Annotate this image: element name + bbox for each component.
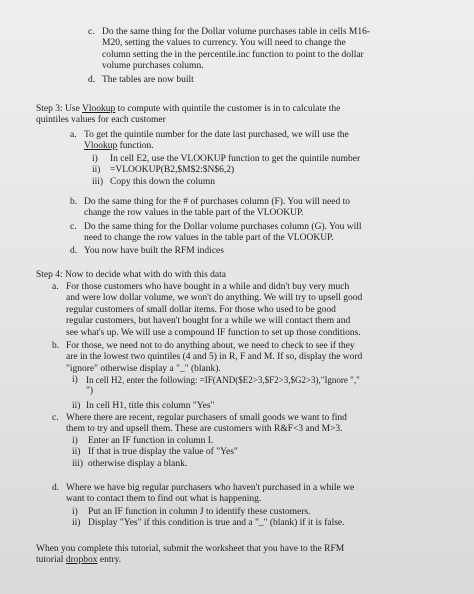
step4-item-a: a. For those customers who have bought in a while and didn't buy very much and were low dollar volume, we won't do anything. We will try to upsell good regular customers of small dollar items. For those who used to be good regular customers, but haven't bought for a while we will contact them and see what's up. We will use a compound IF function to set up those conditions. xyxy=(52,282,466,339)
step3-item-c: c. Do the same thing for the Dollar volume purchases column (G). You will need to change the row values in the table part of the VLOOKUP. xyxy=(70,222,466,245)
text-line: are in the lowest two quintiles (4 and 5) in R, F and M. If so, display the word xyxy=(66,352,363,363)
text-line: Where there are recent, regular purchasers of small goods we want to find xyxy=(66,413,347,423)
text-line: The tables are now built xyxy=(102,75,194,85)
step4-item-c: c. Where there are recent, regular purchasers of small goods we want to find them to try and upsell them. These are customers with R&F<3 and M>3. xyxy=(52,413,466,436)
intro-item-d xyxy=(88,75,466,86)
text-line: Do the same thing for the # of purchases column (F). You will need to xyxy=(84,197,350,207)
step4-item-b: b. For those, we need not to do anything about, we need to check to see if they are in the lowest two quintiles (4 and 5) in R, F and M. If so, display the word "ignore" otherwise display a "_" (blank). xyxy=(52,341,466,375)
text-line: see what's up. We will use a compound IF function to set up those conditions. xyxy=(66,327,361,338)
step3-item-d: d. You now have built the RFM indices xyxy=(70,246,224,256)
text-line: M20, setting the values to currency. You will need to change the xyxy=(102,38,346,49)
text-line: For those customers who have bought in a while and didn't buy very much xyxy=(66,282,350,292)
sub-item: i) In cell E2, use the VLOOKUP function to get the quintile number xyxy=(92,154,361,164)
sub-item: ii) If that is true display the value of "Yes" xyxy=(72,447,238,458)
text-line: want to contact them to find out what is happening. xyxy=(66,494,262,505)
step4-d-subitems xyxy=(72,507,466,530)
text-line: regular customers of small dollar items. For those who used to be good xyxy=(66,304,336,315)
vlookup-link: Vlookup xyxy=(84,141,118,152)
list-marker: a. xyxy=(70,130,77,140)
text-line: need to change the row values in the table part of the VLOOKUP. xyxy=(84,233,334,244)
step3-heading-line2: quintiles values for each customer xyxy=(36,115,166,126)
text-line: change the row values in the table part of the VLOOKUP. xyxy=(84,208,304,219)
sub-item: i) In cell H2, enter the following: =IF(AND($E2>3,$F2>3,$G2>3),"Ignore "," xyxy=(72,375,360,385)
sub-item: ") xyxy=(86,386,94,397)
text-line: Where we have big regular purchasers who haven't purchased in a while we xyxy=(66,483,355,493)
vlookup-link: Vlookup xyxy=(82,104,116,114)
text-line: When you complete this tutorial, submit the worksheet that you have to the RFM xyxy=(36,544,345,554)
sub-item: iii) otherwise display a blank. xyxy=(72,458,188,469)
text-line: regular customers, but haven't bought for a while we will contact them and xyxy=(66,316,351,327)
sub-item: i) Enter an IF function in column I. xyxy=(72,436,214,446)
closing-paragraph xyxy=(36,544,466,567)
step3-item-a xyxy=(70,130,466,153)
sub-item: iii) Copy this down the column xyxy=(92,176,216,187)
step3-heading-line1: Step 3: Use Vlookup to compute with quintile the customer is in to calculate the xyxy=(36,104,341,114)
dropbox-link: dropbox xyxy=(65,555,98,566)
text-line: them to try and upsell them. These are customers with R&F<3 and M>3. xyxy=(66,424,343,435)
step4-c-subitems xyxy=(72,436,466,470)
text-line: Do the same thing for the Dollar volume purchases table in cells M16- xyxy=(102,27,371,37)
text-line: Do the same thing for the Dollar volume purchases column (G). You will xyxy=(84,222,362,232)
step3-item-b: b. Do the same thing for the # of purchases column (F). You will need to change the row values in the table part of the VLOOKUP. xyxy=(70,197,466,220)
intro-item-c xyxy=(88,27,466,73)
step3-heading xyxy=(36,104,466,127)
list-marker: d. xyxy=(88,75,96,85)
text-line: Vlookup function. xyxy=(84,141,154,152)
sub-item: i) Put an IF function in column J to identify these customers. xyxy=(72,507,311,517)
text-line: "ignore" otherwise display a "_" (blank). xyxy=(66,363,221,374)
sub-item: ii) =VLOOKUP(B2,$M$2:$N$6,2) xyxy=(92,165,235,176)
step4-item-d: d. Where we have big regular purchasers who haven't purchased in a while we want to contact them to find out what is happening. xyxy=(52,483,466,506)
step4-heading: Step 4: Now to decide what with do with this data xyxy=(36,270,226,280)
text-line: tutorial dropbox entry. xyxy=(36,555,122,566)
sub-item: ii) In cell H1, title this column "Yes" xyxy=(72,400,215,411)
text-line: To get the quintile number for the date last purchased, we will use the xyxy=(84,130,349,140)
text-line: volume purchases column. xyxy=(102,61,204,72)
text-line: For those, we need not to do anything about, we need to check to see if they xyxy=(66,341,355,351)
text-line: and were low dollar volume, we won't do anything. We will try to upsell good xyxy=(66,293,363,304)
text-line: column setting the in the percentile.inc function to point to the dollar xyxy=(102,49,364,60)
step4-b-subitems xyxy=(72,375,466,412)
step3-a-subitems xyxy=(92,154,466,188)
sub-item: ii) Display "Yes" if this condition is true and a "_" (blank) if it is false. xyxy=(72,518,345,529)
list-marker: c. xyxy=(88,27,95,37)
